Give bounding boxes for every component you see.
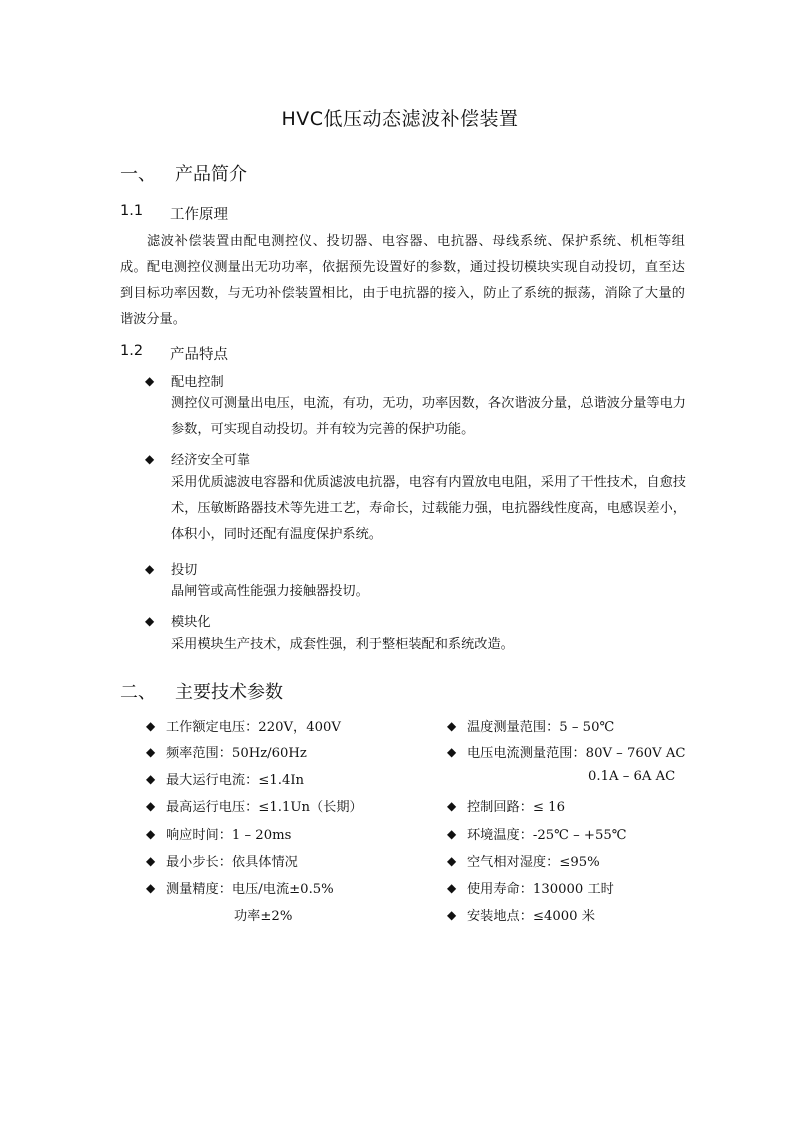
section-1-2-title: 产品特点 bbox=[170, 347, 228, 363]
section-1-2-heading bbox=[120, 343, 228, 364]
param-item: ◆ 空气相对湿度：≤95% bbox=[447, 853, 600, 870]
diamond-bullet-icon: ◆ bbox=[145, 561, 155, 576]
feature-title: ◆ 配电控制 bbox=[145, 373, 224, 390]
param-item: ◆ 工作额定电压：220V，400V bbox=[146, 718, 341, 735]
section-1-number: 一、 bbox=[120, 164, 156, 185]
feature-title: ◆ 投切 bbox=[145, 561, 198, 578]
page-title: HVC低压动态滤波补偿装置 bbox=[281, 108, 519, 130]
diamond-bullet-icon: ◆ bbox=[146, 853, 156, 868]
param-continuation: 0.1A – 6A AC bbox=[588, 769, 676, 784]
diamond-bullet-icon: ◆ bbox=[146, 798, 156, 813]
param-item: ◆ 温度测量范围：5 – 50℃ bbox=[447, 718, 615, 735]
param-item: ◆ 使用寿命：130000 工时 bbox=[447, 880, 614, 897]
diamond-bullet-icon: ◆ bbox=[447, 826, 457, 841]
diamond-bullet-icon: ◆ bbox=[145, 613, 155, 628]
diamond-bullet-icon: ◆ bbox=[145, 451, 155, 466]
diamond-bullet-icon: ◆ bbox=[146, 771, 156, 786]
diamond-bullet-icon: ◆ bbox=[146, 718, 156, 733]
param-item: ◆ 最大运行电流：≤1.4In bbox=[146, 771, 305, 788]
diamond-bullet-icon: ◆ bbox=[447, 853, 457, 868]
param-item: ◆ 响应时间：1 – 20ms bbox=[146, 826, 292, 843]
diamond-bullet-icon: ◆ bbox=[447, 880, 457, 895]
param-item: ◆ 测量精度：电压/电流±0.5% bbox=[146, 880, 334, 897]
feature-description: 晶闸管或高性能强力接触器投切。 bbox=[171, 584, 369, 599]
param-item: ◆ 环境温度：-25℃ – +55℃ bbox=[447, 826, 627, 843]
section-1-2-number: 1.2 bbox=[120, 343, 144, 359]
section-2-number: 二、 bbox=[120, 682, 156, 703]
section-2-title: 主要技术参数 bbox=[175, 682, 283, 703]
section-1-heading bbox=[120, 160, 247, 186]
param-continuation: 功率±2% bbox=[234, 909, 293, 924]
param-item: ◆ 安装地点：≤4000 米 bbox=[447, 907, 595, 924]
section-1-1-heading bbox=[120, 203, 228, 224]
working-principle-paragraph: 滤波补偿装置由配电测控仪、投切器、电容器、电抗器、母线系统、保护系统、机柜等组成。配电测控仪测量出无功功率，依据预先设置好的参数，通过投切模块实现自动投切，直至达到目标功率因数，与无功补偿装置相比，由于电抗器的接入，防止了系统的振荡，消除了大量的谐波分量。 bbox=[120, 234, 685, 327]
diamond-bullet-icon: ◆ bbox=[145, 373, 155, 388]
feature-description: 采用优质滤波电容器和优质滤波电抗器，电容有内置放电电阻，采用了干性技术，自愈技术，压敏断路器技术等先进工艺，寿命长，过载能力强，电抗器线性度高，电感误差小，体积小，同时还配有温度保护系统。 bbox=[171, 475, 686, 542]
diamond-bullet-icon: ◆ bbox=[447, 718, 457, 733]
diamond-bullet-icon: ◆ bbox=[447, 907, 457, 922]
section-1-1-title: 工作原理 bbox=[170, 207, 228, 223]
feature-title: ◆ 模块化 bbox=[145, 613, 211, 630]
diamond-bullet-icon: ◆ bbox=[447, 744, 457, 759]
diamond-bullet-icon: ◆ bbox=[146, 826, 156, 841]
param-item: ◆ 最小步长：依具体情况 bbox=[146, 853, 298, 870]
param-item: ◆ 电压电流测量范围：80V – 760V AC bbox=[447, 744, 686, 761]
feature-description: 测控仪可测量出电压，电流，有功，无功，功率因数，各次谐波分量，总谐波分量等电力参数，可实现自动投切。并有较为完善的保护功能。 bbox=[171, 396, 686, 437]
diamond-bullet-icon: ◆ bbox=[146, 880, 156, 895]
param-item: ◆ 频率范围：50Hz/60Hz bbox=[146, 744, 307, 761]
section-1-1-number: 1.1 bbox=[120, 203, 144, 219]
param-item: ◆ 最高运行电压：≤1.1Un（长期） bbox=[146, 798, 363, 815]
section-1-title: 产品简介 bbox=[175, 164, 247, 185]
feature-description: 采用模块生产技术，成套性强，利于整柜装配和系统改造。 bbox=[171, 637, 514, 652]
diamond-bullet-icon: ◆ bbox=[146, 744, 156, 759]
feature-title: ◆ 经济安全可靠 bbox=[145, 451, 251, 468]
param-item: ◆ 控制回路：≤ 16 bbox=[447, 798, 565, 815]
diamond-bullet-icon: ◆ bbox=[447, 798, 457, 813]
section-2-heading bbox=[120, 678, 283, 704]
